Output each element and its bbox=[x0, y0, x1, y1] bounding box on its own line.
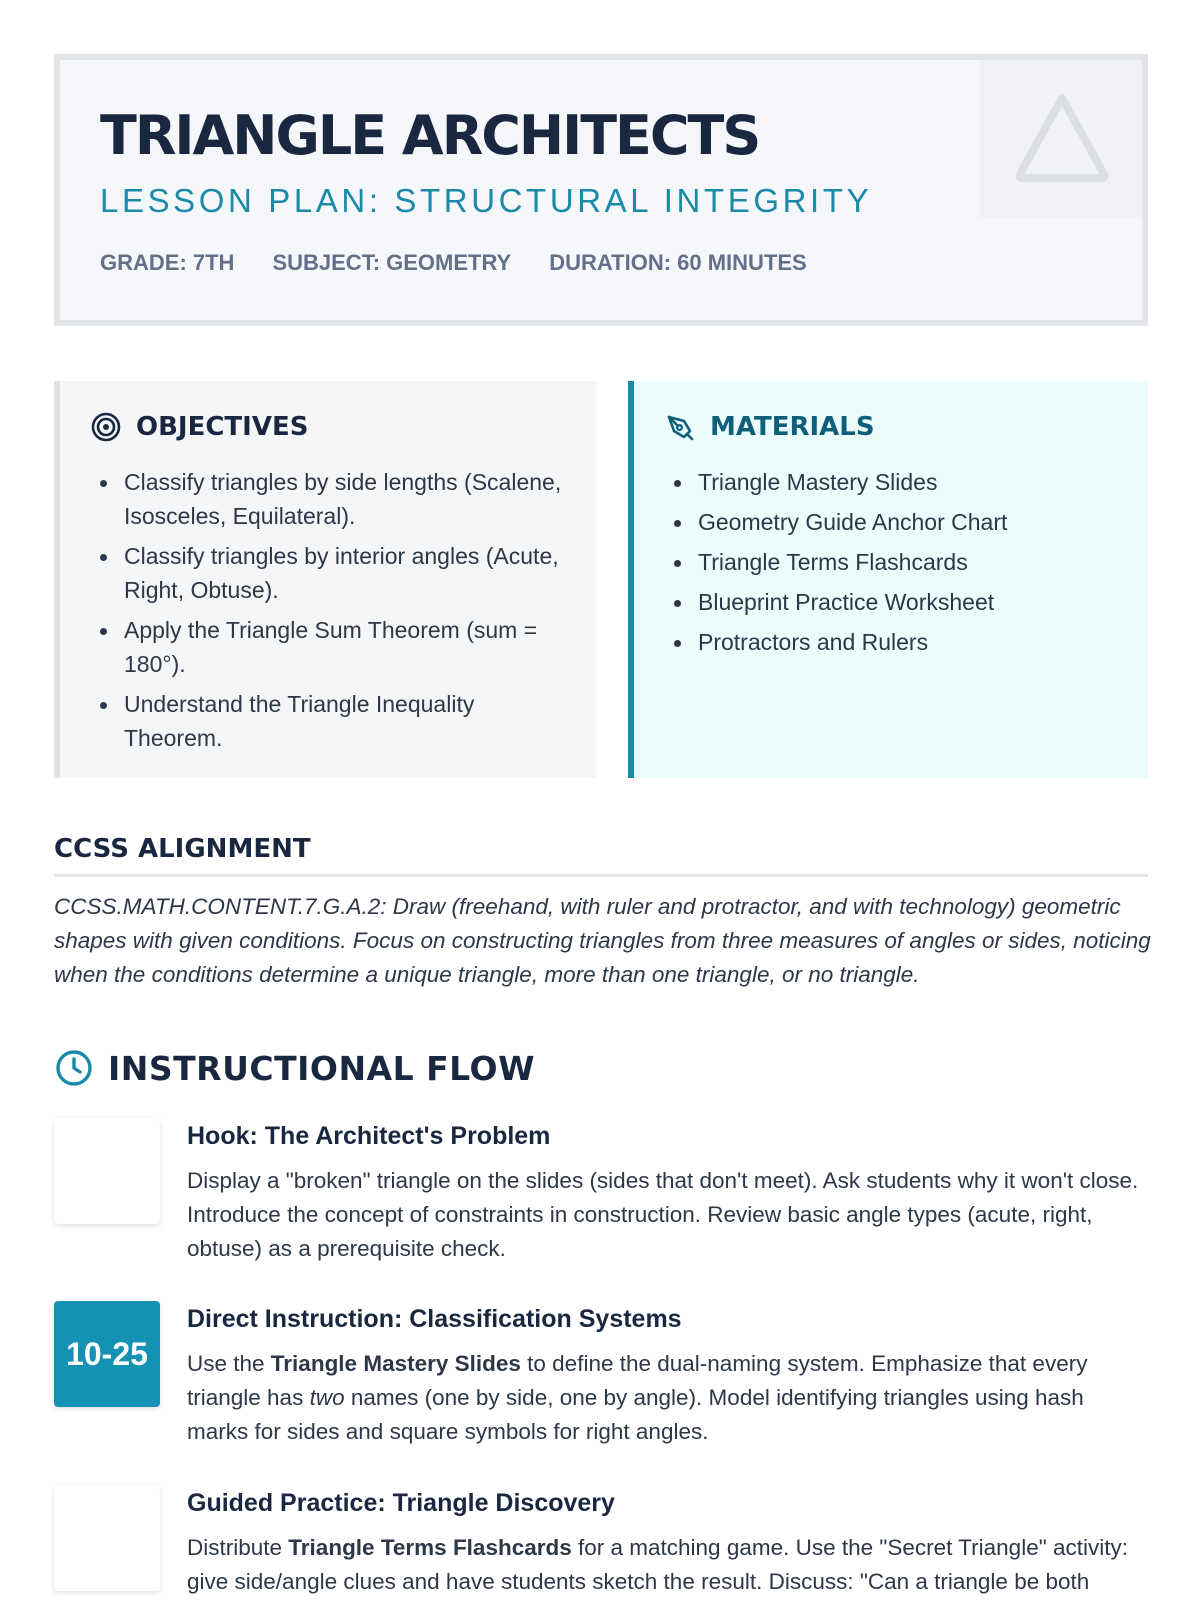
step-description bbox=[187, 1531, 1147, 1599]
pen-tool-icon bbox=[664, 411, 696, 443]
subject-label: SUBJECT: GEOMETRY bbox=[272, 250, 512, 275]
desc-text: Use the bbox=[187, 1351, 271, 1376]
triangle-icon bbox=[1012, 90, 1112, 186]
objectives-list bbox=[92, 465, 562, 761]
target-icon bbox=[90, 411, 122, 443]
flow-title: INSTRUCTIONAL FLOW bbox=[108, 1048, 535, 1088]
ccss-title: CCSS ALIGNMENT bbox=[54, 834, 311, 864]
objectives-panel bbox=[54, 381, 597, 778]
desc-bold: Triangle Terms Flashcards bbox=[288, 1535, 572, 1560]
desc-text: Distribute bbox=[187, 1535, 289, 1560]
desc-text: names (one by side, one by angle). Model identifying triangles using hash marks for sides and square symbols for right angles. bbox=[187, 1385, 1084, 1444]
list-item: Geometry Guide Anchor Chart bbox=[666, 505, 1136, 539]
step-description bbox=[187, 1347, 1147, 1449]
materials-panel bbox=[628, 381, 1148, 778]
step-title: Hook: The Architect's Problem bbox=[187, 1122, 551, 1150]
grade-label: GRADE: 7TH bbox=[100, 250, 235, 275]
time-badge: 10-25 bbox=[54, 1301, 160, 1407]
list-item: Protractors and Rulers bbox=[666, 625, 1136, 659]
desc-text: for a matching game. Use the "Secret Triangle" activity: give side/angle clues and have students sketch the result. Discuss: "Can a triangle be both bbox=[187, 1535, 1128, 1594]
list-item: Classify triangles by interior angles (Acute, Right, Obtuse). bbox=[92, 539, 562, 607]
page-title: TRIANGLE ARCHITECTS bbox=[100, 104, 760, 167]
desc-italic: two bbox=[309, 1385, 345, 1410]
objectives-heading bbox=[90, 411, 308, 443]
list-item: Blueprint Practice Worksheet bbox=[666, 585, 1136, 619]
list-item: Apply the Triangle Sum Theorem (sum = 180°). bbox=[92, 613, 562, 681]
materials-title: MATERIALS bbox=[710, 412, 875, 442]
desc-text: to define the dual-naming system. Emphasize that every triangle has bbox=[187, 1351, 1088, 1410]
materials-list bbox=[666, 465, 1136, 665]
desc-bold: Triangle Mastery Slides bbox=[270, 1351, 521, 1376]
objectives-title: OBJECTIVES bbox=[136, 412, 309, 442]
divider bbox=[54, 874, 1148, 877]
ccss-text: CCSS.MATH.CONTENT.7.G.A.2: Draw (freehand, with ruler and protractor, and with technology) geometric shapes with given conditions. Focus on constructing triangles from three measures of angles or sides, noticing when the conditions determine a unique triangle, more than one triangle, or no triangle. bbox=[54, 894, 1151, 987]
clock-icon bbox=[54, 1048, 94, 1088]
header-corner-panel bbox=[980, 60, 1142, 218]
time-badge bbox=[54, 1485, 160, 1591]
list-item: Triangle Terms Flashcards bbox=[666, 545, 1136, 579]
flow-heading bbox=[54, 1048, 535, 1088]
step-description: Display a "broken" triangle on the slides (sides that don't meet). Ask students why it won't close. Introduce the concept of constraints in construction. Review basic angle types (acute, right, obtuse) as a prerequisite check. bbox=[187, 1168, 1139, 1261]
lesson-meta bbox=[100, 250, 807, 276]
list-item: Understand the Triangle Inequality Theorem. bbox=[92, 687, 562, 755]
step-title: Direct Instruction: Classification Systems bbox=[187, 1305, 682, 1333]
list-item: Triangle Mastery Slides bbox=[666, 465, 1136, 499]
lesson-header bbox=[54, 54, 1148, 326]
list-item: Classify triangles by side lengths (Scalene, Isosceles, Equilateral). bbox=[92, 465, 562, 533]
page-subtitle: LESSON PLAN: STRUCTURAL INTEGRITY bbox=[100, 182, 873, 219]
duration-label: DURATION: 60 MINUTES bbox=[549, 250, 807, 275]
materials-heading bbox=[664, 411, 875, 443]
time-badge bbox=[54, 1118, 160, 1224]
step-title: Guided Practice: Triangle Discovery bbox=[187, 1489, 615, 1517]
